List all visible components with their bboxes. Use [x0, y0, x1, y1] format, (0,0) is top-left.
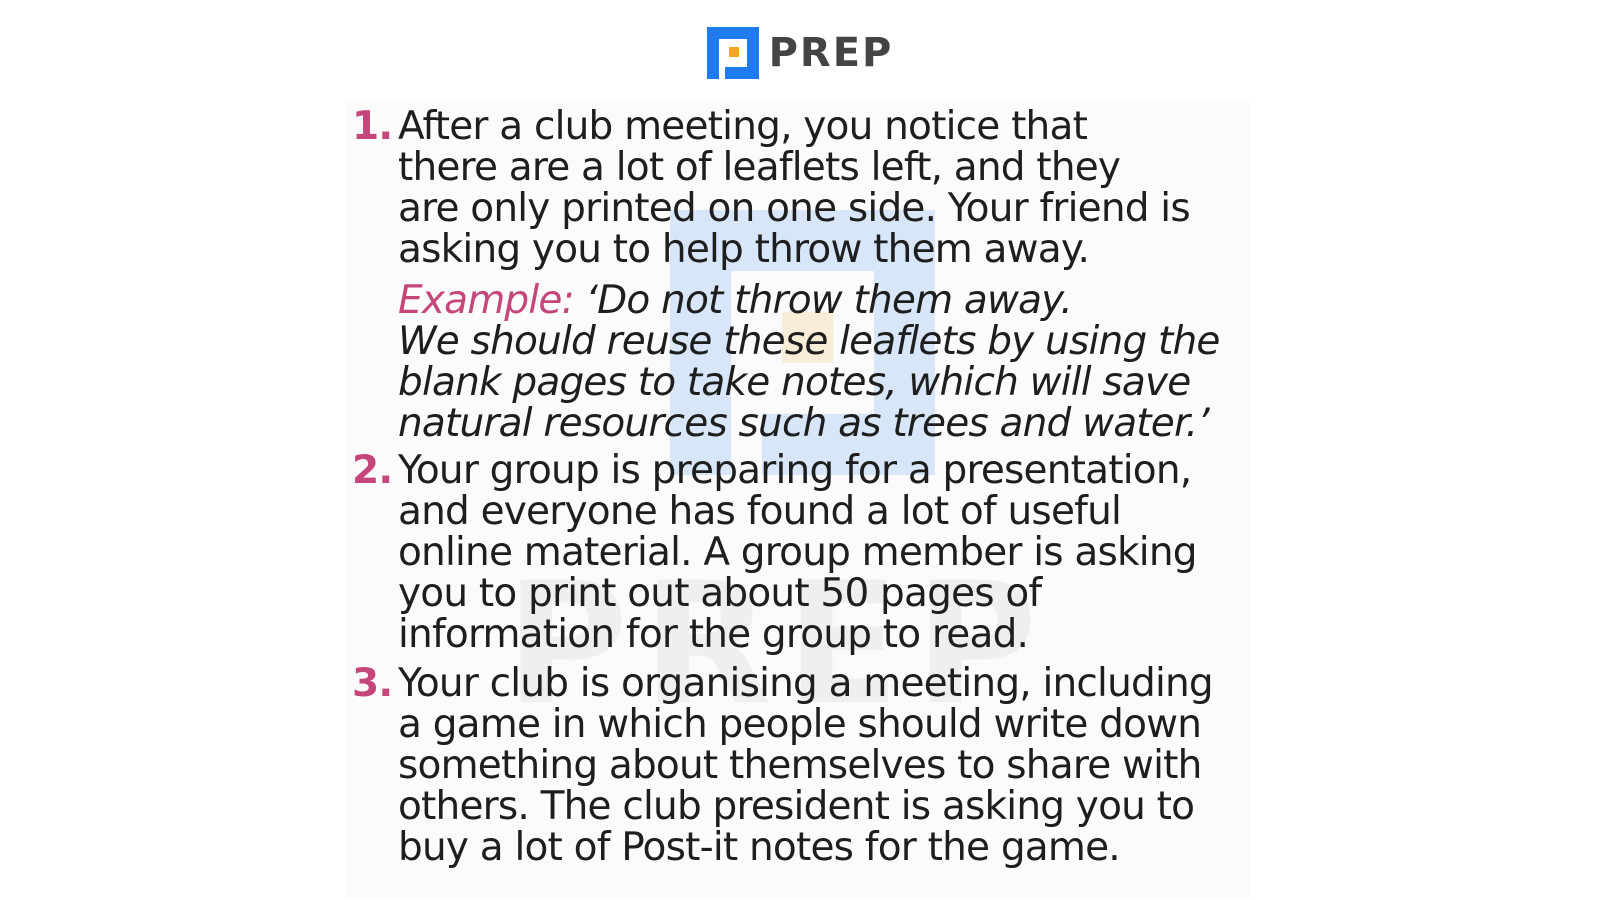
example-line: blank pages to take notes, which will save: [398, 360, 1191, 405]
item-text: [398, 450, 1252, 655]
item-text: [398, 663, 1252, 868]
brand-name: PREP: [768, 30, 894, 76]
text-line: you to print out about 50 pages of: [398, 571, 1042, 616]
text-line: are only printed on one side. Your friend is: [398, 186, 1190, 231]
task-item-3: [352, 663, 1252, 868]
item-number: 1.: [352, 104, 393, 149]
task-item-2: [352, 450, 1252, 655]
example-first-line: [398, 280, 1252, 321]
example-label: Example:: [398, 278, 574, 323]
text-line: others. The club president is asking you to: [398, 784, 1195, 829]
example-block: [398, 280, 1252, 444]
text-line: something about themselves to share with: [398, 743, 1202, 788]
item-number: 2.: [352, 448, 393, 493]
header: [0, 24, 1600, 82]
text-line: asking you to help throw them away.: [398, 227, 1090, 272]
text-line: a game in which people should write down: [398, 702, 1202, 747]
text-line: Your club is organising a meeting, including: [398, 661, 1213, 706]
item-number: 3.: [352, 661, 393, 706]
item-text: [398, 106, 1252, 270]
text-line: Your group is preparing for a presentation,: [398, 448, 1192, 493]
prep-logo: [707, 27, 894, 79]
example-line: natural resources such as trees and water.’: [398, 401, 1209, 446]
example-text: ‘Do not throw them away.: [573, 278, 1073, 323]
text-line: there are a lot of leaflets left, and they: [398, 145, 1121, 190]
prep-logo-icon: [707, 27, 759, 79]
example-line: We should reuse these leaflets by using the: [398, 319, 1220, 364]
task-item-1: [352, 106, 1252, 444]
text-line: After a club meeting, you notice that: [398, 104, 1088, 149]
text-line: information for the group to read.: [398, 612, 1029, 657]
text-line: online material. A group member is asking: [398, 530, 1197, 575]
text-line: and everyone has found a lot of useful: [398, 489, 1122, 534]
text-line: buy a lot of Post-it notes for the game.: [398, 825, 1120, 870]
